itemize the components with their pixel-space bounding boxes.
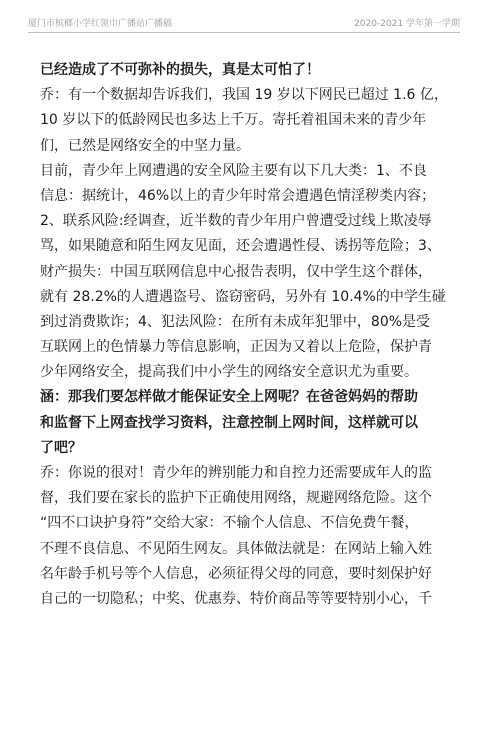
text-line: 和监督下上网查找学习资料，注意控制上网时间，这样就可以: [40, 414, 418, 431]
text-line: 10 岁以下的低龄网民也多达上千万。寄托着祖国未来的青少年: [40, 112, 427, 129]
text-line: 骂，如果随意和陌生网友见面，还会遭遇性侵、诱拐等危险；3、: [40, 238, 441, 255]
text-line: 们，已然是网络安全的中坚力量。: [40, 137, 250, 154]
text-line: 督，我们要在家长的监护下正确使用网络，规避网络危险。这个: [40, 490, 432, 507]
page-header: [28, 12, 460, 33]
text-line: 了吧？: [40, 439, 82, 456]
text-line: 2、联系风险:经调查，近半数的青少年用户曾遭受过线上欺凌辱: [40, 213, 432, 230]
text-line: 就有 28.2%的人遭遇盗号、盗窃密码，另外有 10.4%的中学生碰: [40, 288, 446, 305]
text-line: 不理不良信息、不见陌生网友。具体做法就是：在网站上输入姓: [40, 540, 432, 557]
text-line: 自己的一切隐私；中奖、优惠券、特价商品等等要特别小心，千: [40, 590, 432, 607]
text-line: 名年龄手机号等个人信息，必须征得父母的同意，要时刻保护好: [40, 565, 432, 582]
text-line: 少年网络安全，提高我们中小学生的网络安全意识尤为重要。: [40, 364, 418, 381]
text-line: 涵：那我们要怎样做才能保证安全上网呢？在爸爸妈妈的帮助: [40, 389, 418, 406]
header-title: 厦门市槟榔小学红领巾广播站广播稿: [28, 19, 173, 29]
text-line: 互联网上的色情暴力等信息影响，正因为又着以上危险，保护青: [40, 339, 432, 356]
text-line: 财产损失：中国互联网信息中心报告表明，仅中学生这个群体，: [40, 263, 432, 280]
text-line: 目前，青少年上网遭遇的安全风险主要有以下几大类：1、不良: [40, 162, 427, 179]
header-term: 2020-2021 学年第一学期: [354, 19, 460, 29]
text-line: “四不口诀护身符”交给大家：不输个人信息、不信免费午餐，: [40, 515, 419, 532]
document-body: [40, 58, 460, 612]
text-line: 信息：据统计，46%以上的青少年时常会遭遇色情淫秽类内容；: [40, 187, 436, 204]
text-line: 到过消费欺诈；4、犯法风险：在所有未成年犯罪中，80%是受: [40, 313, 431, 330]
text-line: 已经造成了不可弥补的损失，真是太可怕了！: [40, 62, 320, 78]
text-line: 乔：有一个数据却告诉我们，我国 19 岁以下网民已超过 1.6 亿，: [40, 87, 448, 104]
text-line: 乔：你说的很对！青少年的辨别能力和自控力还需要成年人的监: [40, 465, 432, 481]
